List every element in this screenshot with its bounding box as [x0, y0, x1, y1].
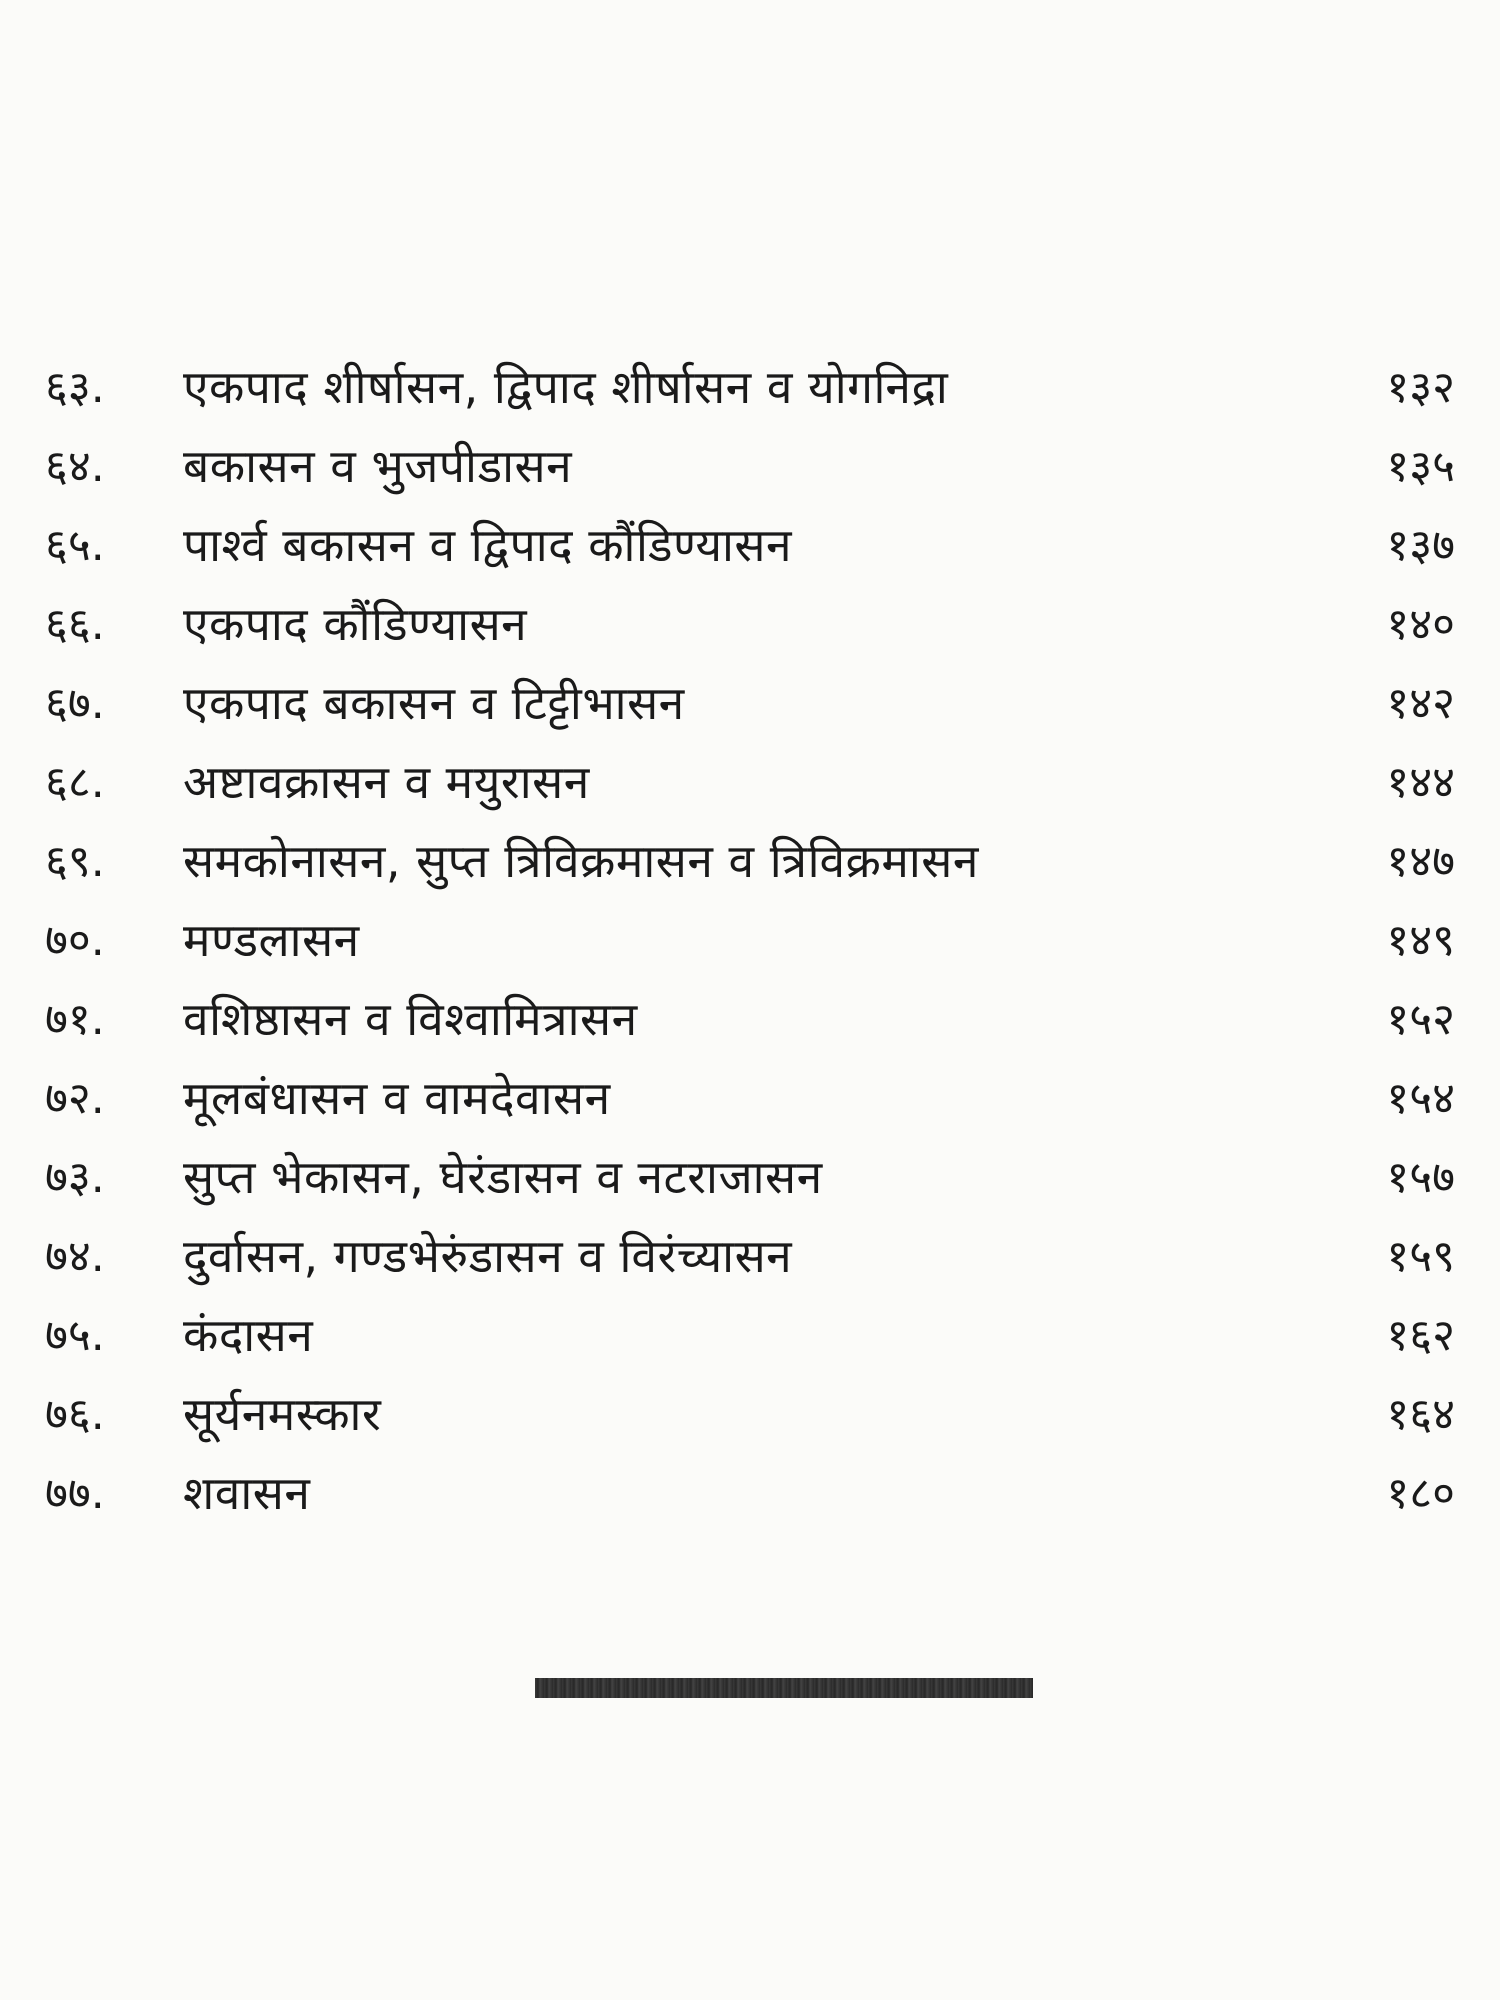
entry-number: ७७.: [45, 1468, 105, 1519]
entry-number: ६६.: [45, 599, 105, 650]
entry-page-number: १५२: [1386, 994, 1455, 1045]
entry-page-number: १४२: [1386, 678, 1455, 729]
toc-entry: [0, 1138, 1500, 1217]
entry-title: समकोनासन, सुप्त त्रिविक्रमासन व त्रिविक्रमासन: [183, 834, 979, 888]
entry-page-number: १३२: [1386, 362, 1455, 413]
entry-title: सुप्त भेकासन, घेरंडासन व नटराजासन: [183, 1150, 823, 1204]
entry-page-number: १४९: [1386, 915, 1455, 966]
entry-page-number: १३५: [1386, 441, 1455, 492]
entry-number: ६९.: [45, 836, 105, 887]
toc-entry: [0, 901, 1500, 980]
entry-page-number: १३७: [1386, 520, 1455, 571]
entry-title: अष्टावक्रासन व मयुरासन: [183, 755, 590, 809]
toc-entry: [0, 506, 1500, 585]
entry-page-number: १६४: [1386, 1389, 1455, 1440]
toc-entry: [0, 348, 1500, 427]
entry-number: ७५.: [45, 1310, 105, 1361]
table-of-contents: [0, 348, 1500, 1533]
entry-title: सूर्यनमस्कार: [183, 1387, 382, 1441]
entry-page-number: १६२: [1386, 1310, 1455, 1361]
entry-number: ७२.: [45, 1073, 105, 1124]
entry-number: ७३.: [45, 1152, 105, 1203]
toc-entry: [0, 1217, 1500, 1296]
toc-entry: [0, 980, 1500, 1059]
entry-page-number: १५४: [1386, 1073, 1455, 1124]
entry-title: एकपाद बकासन व टिट्टीभासन: [183, 676, 685, 730]
entry-title: वशिष्ठासन व विश्वामित्रासन: [183, 992, 638, 1046]
entry-number: ६५.: [45, 520, 105, 571]
entry-title: एकपाद कौंडिण्यासन: [183, 597, 528, 651]
entry-page-number: १५७: [1386, 1152, 1455, 1203]
entry-title: मूलबंधासन व वामदेवासन: [183, 1071, 611, 1125]
entry-page-number: १४४: [1386, 757, 1455, 808]
entry-number: ६४.: [45, 441, 105, 492]
entry-title: कंदासन: [183, 1308, 314, 1362]
entry-page-number: १५९: [1386, 1231, 1455, 1282]
toc-entry: [0, 585, 1500, 664]
entry-title: बकासन व भुजपीडासन: [183, 439, 573, 493]
toc-entry: [0, 427, 1500, 506]
toc-entry: [0, 664, 1500, 743]
entry-number: ७६.: [45, 1389, 105, 1440]
entry-page-number: १८०: [1386, 1468, 1455, 1519]
end-divider: [535, 1678, 1033, 1698]
toc-entry: [0, 1059, 1500, 1138]
entry-number: ७०.: [45, 915, 105, 966]
entry-page-number: १४०: [1386, 599, 1455, 650]
entry-title: शवासन: [183, 1466, 311, 1520]
toc-entry: [0, 1454, 1500, 1533]
entry-number: ६३.: [45, 362, 105, 413]
toc-entry: [0, 822, 1500, 901]
entry-number: ६७.: [45, 678, 105, 729]
entry-page-number: १४७: [1386, 836, 1455, 887]
entry-title: मण्डलासन: [183, 913, 360, 967]
entry-title: दुर्वासन, गण्डभेरुंडासन व विरंच्यासन: [183, 1229, 793, 1283]
toc-entry: [0, 743, 1500, 822]
toc-entry: [0, 1375, 1500, 1454]
entry-number: ६८.: [45, 757, 105, 808]
toc-entry: [0, 1296, 1500, 1375]
entry-title: एकपाद शीर्षासन, द्विपाद शीर्षासन व योगनिद्रा: [183, 360, 949, 414]
entry-title: पार्श्व बकासन व द्विपाद कौंडिण्यासन: [183, 518, 793, 572]
entry-number: ७४.: [45, 1231, 105, 1282]
entry-number: ७१.: [45, 994, 105, 1045]
